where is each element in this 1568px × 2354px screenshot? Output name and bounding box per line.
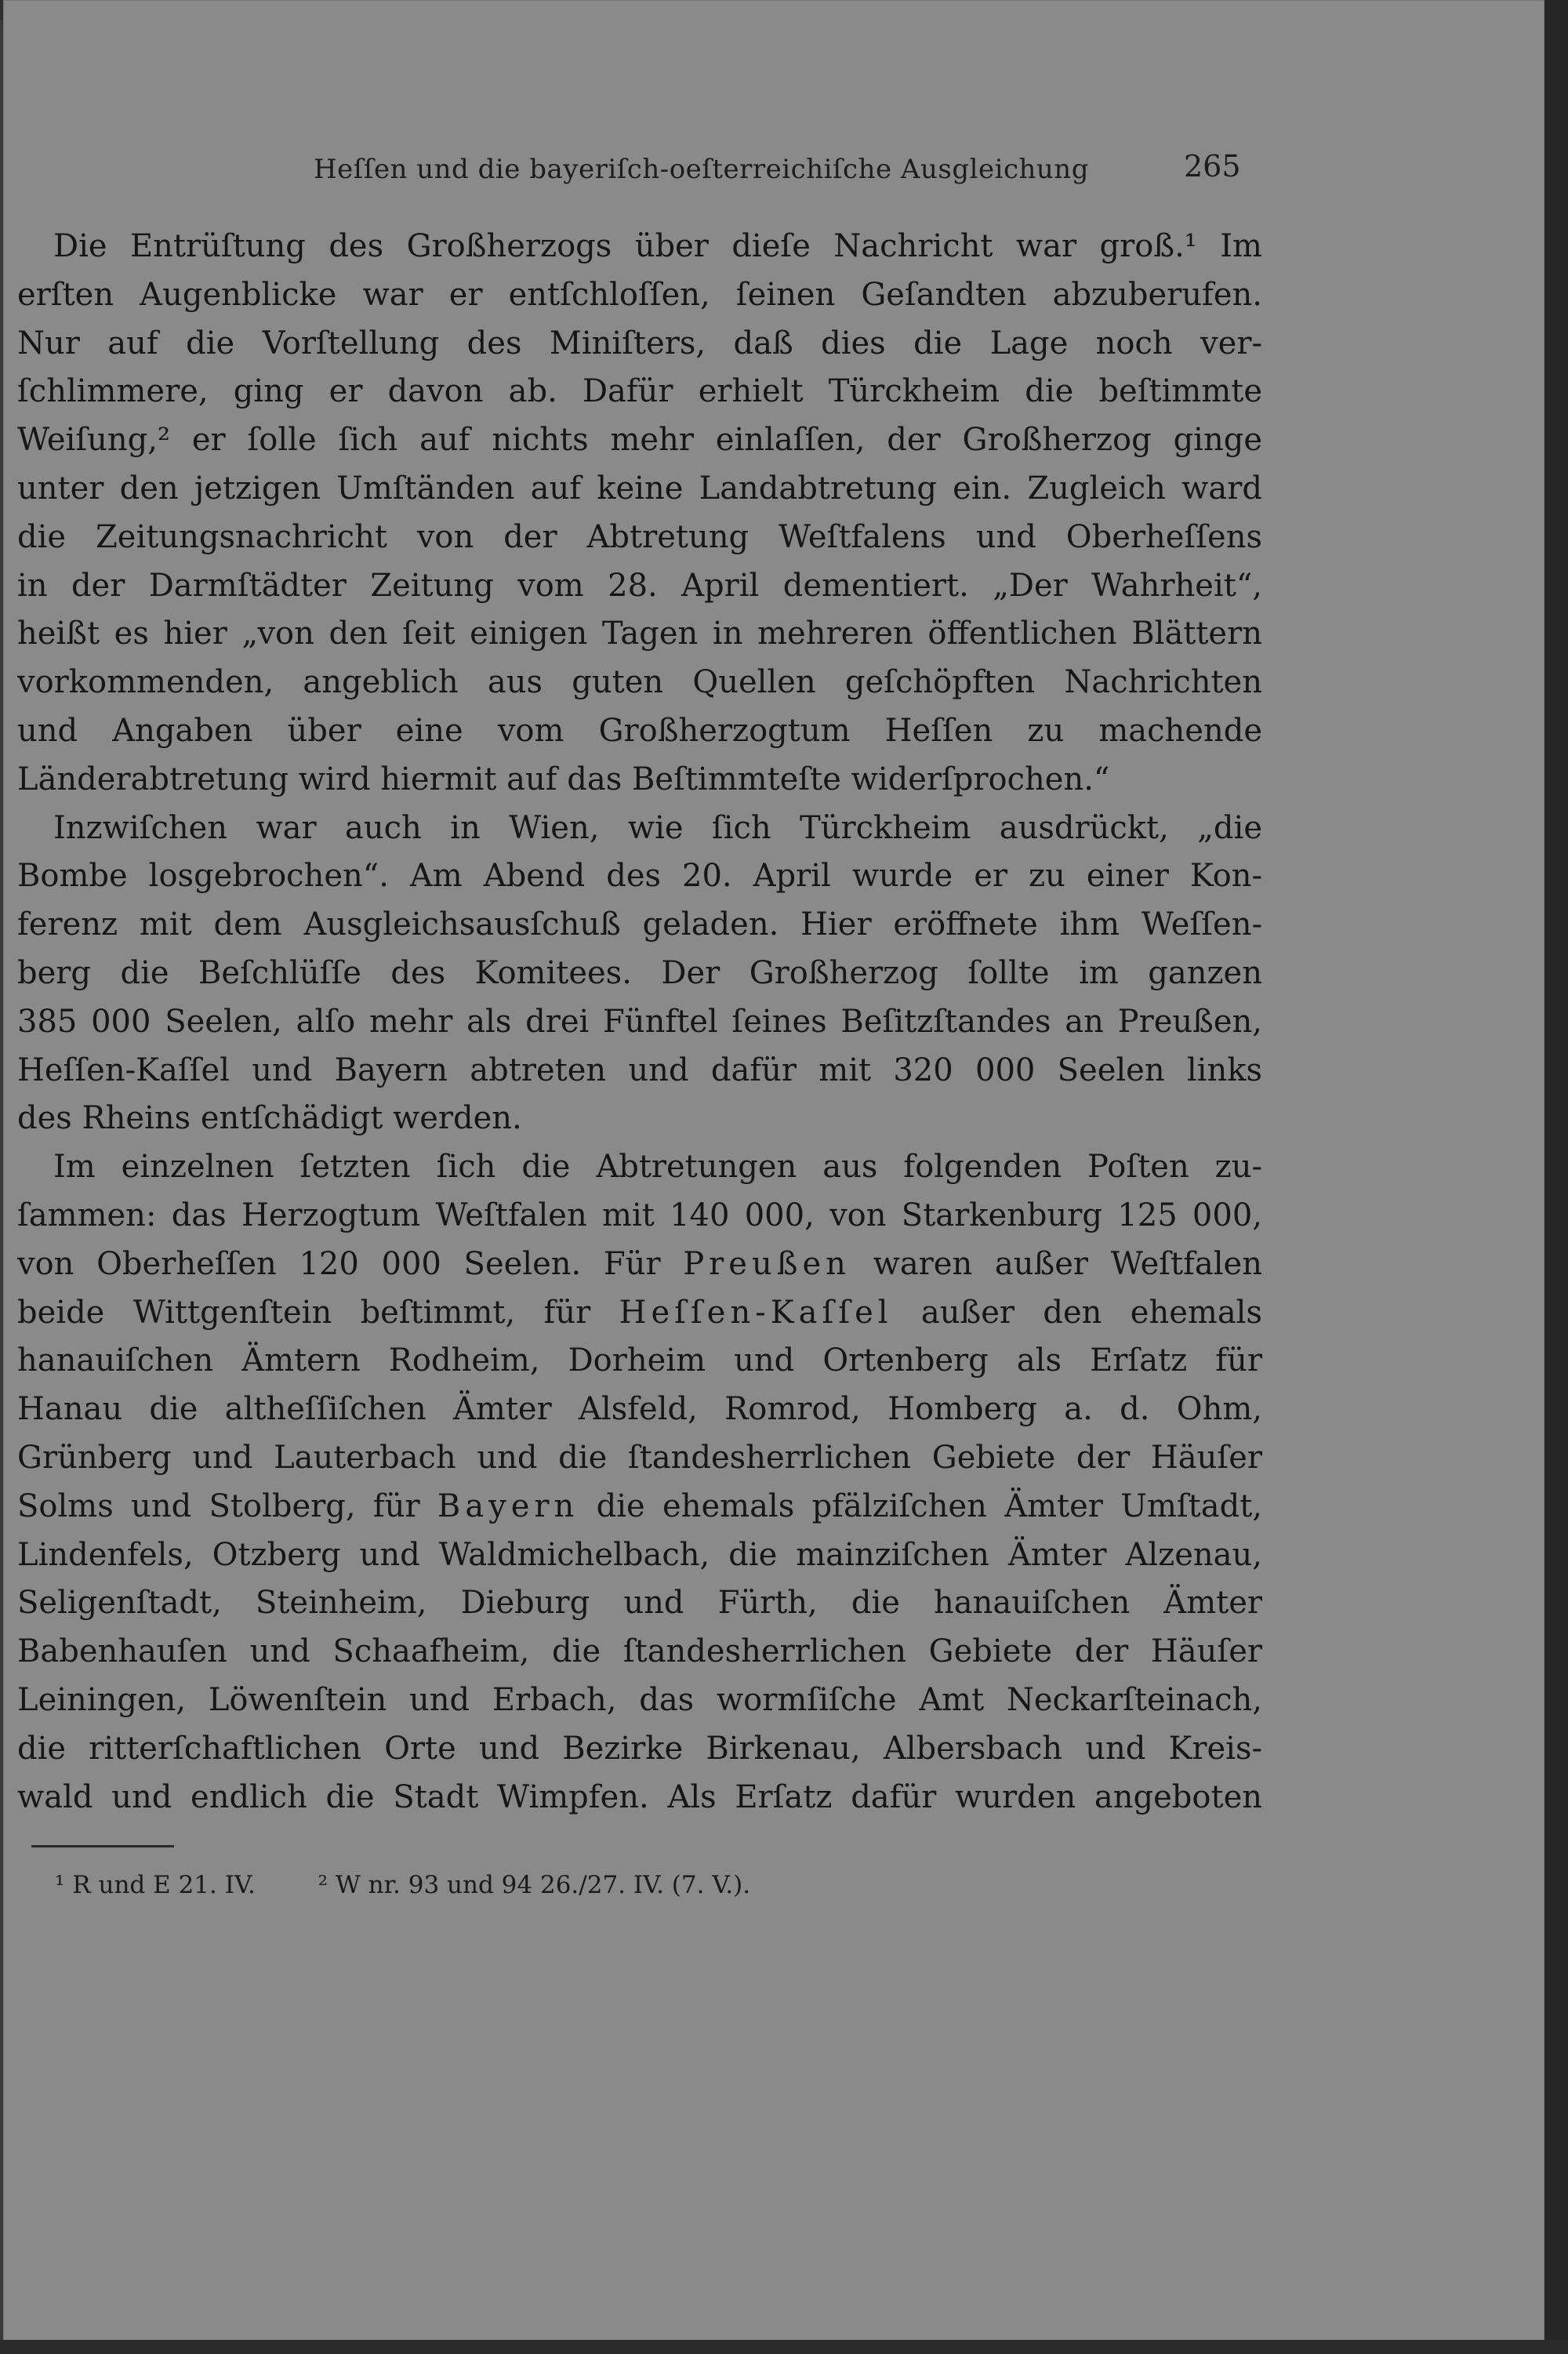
emphasized-name: Preußen — [683, 1245, 851, 1282]
text-segment: waren außer Weſtfalen — [873, 1245, 1262, 1282]
text-line: Leiningen, Löwenſtein und Erbach, das wormſiſche Amt Neckarſteinach, — [17, 1681, 1262, 1718]
text-line: Babenhauſen und Schaafheim, die ſtandesherrlichen Gebiete der Häuſer — [17, 1633, 1262, 1670]
text-line: Weiſung,² er ſolle ſich auf nichts mehr einlaſſen, der Großherzog ginge — [17, 422, 1262, 459]
footnote-divider — [31, 1845, 174, 1847]
text-line: in der Darmſtädter Zeitung vom 28. April dementiert. „Der Wahrheit“, — [17, 567, 1262, 604]
running-head: Heſſen und die bayeriſch-oeſterreichiſche Ausgleichung — [314, 154, 1089, 185]
text-line: und Angaben über eine vom Großherzogtum Heſſen zu machende — [17, 712, 1262, 749]
text-line: Im einzelnen ſetzten ſich die Abtretungen aus folgenden Poſten zu- — [53, 1149, 1262, 1186]
text-line: berg die Beſchlüſſe des Komitees. Der Großherzog ſollte im ganzen — [17, 954, 1262, 991]
scan-border-right — [1544, 0, 1568, 2354]
text-segment: von Oberheſſen 120 000 Seelen. Für — [17, 1245, 661, 1282]
text-line: Inzwiſchen war auch in Wien, wie ſich Türckheim ausdrückt, „die — [53, 809, 1262, 846]
text-line: Nur auf die Vorſtellung des Miniſters, daß dies die Lage noch ver- — [17, 325, 1262, 361]
text-line: des Rheins entſchädigt werden. — [17, 1100, 522, 1137]
text-line — [17, 1289, 1262, 1338]
text-line: 385 000 Seelen, alſo mehr als drei Fünftel ſeines Beſitzſtandes an Preußen, — [17, 1003, 1262, 1040]
scan-border-bottom — [0, 2340, 1568, 2354]
text-line: Bombe losgebrochen“. Am Abend des 20. April wurde er zu einer Kon- — [17, 858, 1262, 895]
text-line: Heſſen-Kaſſel und Bayern abtreten und dafür mit 320 000 Seelen links — [17, 1052, 1262, 1088]
text-line: erſten Augenblicke war er entſchloſſen, ſeinen Geſandten abzuberufen. — [17, 276, 1262, 313]
text-segment: beide Wittgenſtein beſtimmt, für — [17, 1294, 591, 1331]
text-line: ſchlimmere, ging er davon ab. Dafür erhielt Türckheim die beſtimmte — [17, 373, 1262, 410]
text-line: wald und endlich die Stadt Wimpfen. Als Erſatz dafür wurden angeboten — [17, 1778, 1262, 1815]
text-line: Seligenſtadt, Steinheim, Dieburg und Fürth, die hanauiſchen Ämter — [17, 1585, 1262, 1622]
footnote-2: ² W nr. 93 und 94 26./27. IV. (7. V.). — [318, 1871, 751, 1899]
emphasized-name: Heſſen-Kaſſel — [619, 1294, 893, 1331]
text-segment: die ehemals pfälziſchen Ämter Umſtadt, — [596, 1488, 1262, 1524]
text-line: ſammen: das Herzogtum Weſtfalen mit 140 000, von Starkenburg 125 000, — [17, 1197, 1262, 1233]
text-line: Die Entrüſtung des Großherzogs über dieſe Nachricht war groß.¹ Im — [53, 228, 1262, 264]
text-line — [17, 1241, 1262, 1289]
text-line: Hanau die altheſſiſchen Ämter Alsfeld, Romrod, Homberg a. d. Ohm, — [17, 1391, 1262, 1428]
text-line: Grünberg und Lauterbach und die ſtandesherrlichen Gebiete der Häuſer — [17, 1439, 1262, 1476]
text-line: unter den jetzigen Umſtänden auf keine Landabtretung ein. Zugleich ward — [17, 470, 1262, 507]
text-line: Länderabtretung wird hiermit auf das Beſtimmteſte widerſprochen.“ — [17, 761, 1110, 797]
footnotes — [55, 1871, 750, 1899]
text-line: die ritterſchaftlichen Orte und Bezirke Birkenau, Albersbach und Kreis- — [17, 1730, 1262, 1767]
text-line: ferenz mit dem Ausgleichsausſchuß geladen. Hier eröffnete ihm Weſſen- — [17, 906, 1262, 943]
main-text — [17, 223, 1262, 1822]
text-line: heißt es hier „von den ſeit einigen Tagen in mehreren öffentlichen Blättern — [17, 616, 1262, 652]
emphasized-name: Bayern — [437, 1488, 579, 1524]
text-line: die Zeitungsnachricht von der Abtretung Weſtfalens und Oberheſſens — [17, 518, 1262, 555]
page-number: 265 — [1184, 149, 1241, 183]
text-segment: Solms und Stolberg, für — [17, 1488, 420, 1524]
text-line: vorkommenden, angeblich aus guten Quellen geſchöpften Nachrichten — [17, 664, 1262, 701]
footnote-1: ¹ R und E 21. IV. — [55, 1871, 256, 1899]
text-segment: außer den ehemals — [920, 1294, 1262, 1331]
text-line — [17, 1483, 1262, 1531]
text-line: hanauiſchen Ämtern Rodheim, Dorheim und Ortenberg als Erſatz für — [17, 1342, 1262, 1379]
text-line: Lindenfels, Otzberg und Waldmichelbach, die mainziſchen Ämter Alzenau, — [17, 1536, 1262, 1573]
